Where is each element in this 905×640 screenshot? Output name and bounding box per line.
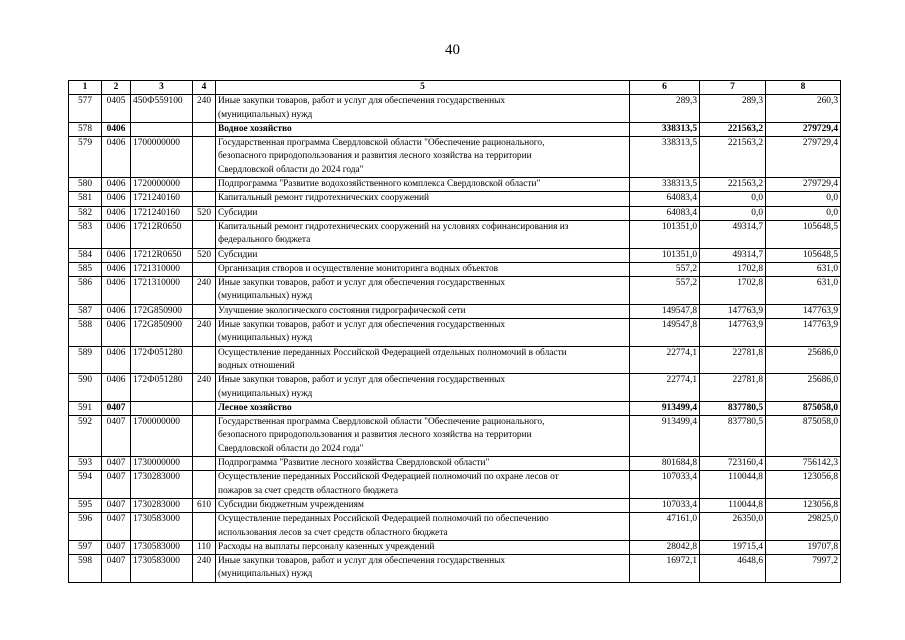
header-row xyxy=(69,81,841,95)
expense-type-cell xyxy=(193,304,216,318)
target-code-cell: 1730583000 xyxy=(131,555,193,583)
amount-col7-cell: 22781,8 xyxy=(700,374,766,402)
item-name-line: (муниципальных) нужд xyxy=(218,388,313,399)
item-name-cell xyxy=(216,178,630,192)
table-row xyxy=(69,262,841,276)
target-code-cell: 17212R0650 xyxy=(131,220,193,248)
section-code-cell: 0406 xyxy=(102,137,131,178)
section-code-cell: 0406 xyxy=(102,304,131,318)
amount-col8-cell: 147763,9 xyxy=(766,319,841,347)
row-number-cell: 593 xyxy=(69,457,102,471)
target-code-cell: 1730000000 xyxy=(131,457,193,471)
target-code-cell: 1730583000 xyxy=(131,513,193,541)
row-number-cell: 585 xyxy=(69,262,102,276)
table-row xyxy=(69,513,841,541)
amount-col7-cell: 147763,9 xyxy=(700,319,766,347)
item-name-line: Иные закупки товаров, работ и услуг для обеспечения государственных xyxy=(218,375,506,386)
amount-col7-cell: 221563,2 xyxy=(700,122,766,136)
amount-col7-cell: 4648,6 xyxy=(700,555,766,583)
section-code-cell: 0406 xyxy=(102,248,131,262)
amount-col7-cell: 837780,5 xyxy=(700,416,766,457)
table-row xyxy=(69,471,841,499)
item-name-line: водных отношений xyxy=(218,360,295,371)
table-row xyxy=(69,122,841,136)
item-name-line: Капитальный ремонт гидротехнических сооружений на условиях софинансирования из xyxy=(218,221,569,232)
row-number-cell: 597 xyxy=(69,540,102,554)
amount-col8-cell: 0,0 xyxy=(766,206,841,220)
target-code-cell xyxy=(131,401,193,415)
table-row xyxy=(69,416,841,457)
expense-type-cell: 240 xyxy=(193,374,216,402)
amount-col8-cell: 279729,4 xyxy=(766,178,841,192)
amount-col8-cell: 147763,9 xyxy=(766,304,841,318)
amount-col7-cell: 22781,8 xyxy=(700,346,766,374)
item-name-line: Субсидии xyxy=(218,207,258,218)
table-row xyxy=(69,498,841,512)
amount-col7-cell: 0,0 xyxy=(700,206,766,220)
column-header-3: 3 xyxy=(131,81,193,95)
row-number-cell: 590 xyxy=(69,374,102,402)
amount-col6-cell: 22774,1 xyxy=(630,346,700,374)
item-name-line: (муниципальных) нужд xyxy=(218,291,313,302)
expense-type-cell xyxy=(193,262,216,276)
row-number-cell: 580 xyxy=(69,178,102,192)
expense-type-cell xyxy=(193,137,216,178)
table-row xyxy=(69,206,841,220)
row-number-cell: 579 xyxy=(69,137,102,178)
item-name-line: безопасного природопользования и развития лесного хозяйства на территории xyxy=(218,430,532,441)
amount-col6-cell: 47161,0 xyxy=(630,513,700,541)
amount-col6-cell: 64083,4 xyxy=(630,192,700,206)
table-row xyxy=(69,346,841,374)
target-code-cell: 1720000000 xyxy=(131,178,193,192)
expense-type-cell: 520 xyxy=(193,206,216,220)
item-name-cell xyxy=(216,457,630,471)
item-name-line: Организация створов и осуществление мониторинга водных объектов xyxy=(218,263,499,274)
target-code-cell: 172G850900 xyxy=(131,304,193,318)
item-name-line: Лесное хозяйство xyxy=(218,402,292,413)
target-code-cell: 1730583000 xyxy=(131,540,193,554)
amount-col8-cell: 123056,8 xyxy=(766,498,841,512)
row-number-cell: 577 xyxy=(69,95,102,123)
item-name-cell xyxy=(216,555,630,583)
item-name-line: Подпрограмма "Развитие водохозяйственного комплекса Свердловской области" xyxy=(218,179,541,190)
row-number-cell: 587 xyxy=(69,304,102,318)
target-code-cell: 172Ф051280 xyxy=(131,346,193,374)
section-code-cell: 0406 xyxy=(102,192,131,206)
amount-col8-cell: 875058,0 xyxy=(766,416,841,457)
amount-col7-cell: 19715,4 xyxy=(700,540,766,554)
item-name-line: Государственная программа Свердловской области "Обеспечение рационального, xyxy=(218,417,545,428)
item-name-cell xyxy=(216,262,630,276)
row-number-cell: 588 xyxy=(69,319,102,347)
expense-type-cell: 610 xyxy=(193,498,216,512)
table-row xyxy=(69,95,841,123)
item-name-cell xyxy=(216,206,630,220)
item-name-cell xyxy=(216,374,630,402)
item-name-line: Улучшение экологического состояния гидрографической сети xyxy=(218,305,466,316)
section-code-cell: 0405 xyxy=(102,95,131,123)
section-code-cell: 0407 xyxy=(102,513,131,541)
section-code-cell: 0407 xyxy=(102,416,131,457)
section-code-cell: 0406 xyxy=(102,178,131,192)
item-name-cell xyxy=(216,416,630,457)
item-name-line: Капитальный ремонт гидротехнических сооружений xyxy=(218,193,430,204)
amount-col8-cell: 0,0 xyxy=(766,192,841,206)
item-name-line: безопасного природопользования и развития лесного хозяйства на территории xyxy=(218,151,532,162)
item-name-cell xyxy=(216,220,630,248)
amount-col6-cell: 16972,1 xyxy=(630,555,700,583)
column-header-1: 1 xyxy=(69,81,102,95)
expense-type-cell: 240 xyxy=(193,319,216,347)
amount-col8-cell: 279729,4 xyxy=(766,137,841,178)
item-name-line: федерального бюджета xyxy=(218,235,311,246)
expense-type-cell: 240 xyxy=(193,95,216,123)
item-name-line: Подпрограмма "Развитие лесного хозяйства Свердловской области" xyxy=(218,458,490,469)
row-number-cell: 583 xyxy=(69,220,102,248)
target-code-cell: 450Ф559100 xyxy=(131,95,193,123)
item-name-cell xyxy=(216,498,630,512)
column-header-5: 5 xyxy=(216,81,630,95)
section-code-cell: 0407 xyxy=(102,555,131,583)
expense-type-cell xyxy=(193,178,216,192)
section-code-cell: 0406 xyxy=(102,277,131,305)
expense-type-cell xyxy=(193,513,216,541)
item-name-cell xyxy=(216,401,630,415)
amount-col8-cell: 25686,0 xyxy=(766,346,841,374)
column-header-4: 4 xyxy=(193,81,216,95)
column-header-8: 8 xyxy=(766,81,841,95)
expense-type-cell xyxy=(193,192,216,206)
section-code-cell: 0406 xyxy=(102,220,131,248)
amount-col7-cell: 1702,8 xyxy=(700,262,766,276)
target-code-cell: 1700000000 xyxy=(131,137,193,178)
table-row xyxy=(69,277,841,305)
amount-col7-cell: 49314,7 xyxy=(700,248,766,262)
amount-col6-cell: 338313,5 xyxy=(630,122,700,136)
amount-col7-cell: 289,3 xyxy=(700,95,766,123)
amount-col7-cell: 1702,8 xyxy=(700,277,766,305)
section-code-cell: 0406 xyxy=(102,206,131,220)
table-row xyxy=(69,457,841,471)
amount-col7-cell: 221563,2 xyxy=(700,178,766,192)
item-name-cell xyxy=(216,277,630,305)
amount-col6-cell: 149547,8 xyxy=(630,304,700,318)
row-number-cell: 592 xyxy=(69,416,102,457)
item-name-line: Осуществление переданных Российской Федерацией полномочий по обеспечению xyxy=(218,514,549,525)
item-name-line: Расходы на выплаты персоналу казенных учреждений xyxy=(218,541,435,552)
row-number-cell: 596 xyxy=(69,513,102,541)
row-number-cell: 594 xyxy=(69,471,102,499)
amount-col6-cell: 289,3 xyxy=(630,95,700,123)
item-name-cell xyxy=(216,540,630,554)
amount-col8-cell: 631,0 xyxy=(766,262,841,276)
amount-col6-cell: 107033,4 xyxy=(630,498,700,512)
section-code-cell: 0406 xyxy=(102,262,131,276)
amount-col6-cell: 22774,1 xyxy=(630,374,700,402)
amount-col8-cell: 123056,8 xyxy=(766,471,841,499)
target-code-cell: 1730283000 xyxy=(131,498,193,512)
amount-col8-cell: 105648,5 xyxy=(766,220,841,248)
amount-col6-cell: 107033,4 xyxy=(630,471,700,499)
item-name-cell xyxy=(216,513,630,541)
amount-col7-cell: 49314,7 xyxy=(700,220,766,248)
item-name-line: Государственная программа Свердловской области "Обеспечение рационального, xyxy=(218,138,545,149)
budget-table xyxy=(68,80,841,583)
amount-col8-cell: 875058,0 xyxy=(766,401,841,415)
section-code-cell: 0406 xyxy=(102,346,131,374)
amount-col6-cell: 101351,0 xyxy=(630,220,700,248)
amount-col8-cell: 25686,0 xyxy=(766,374,841,402)
target-code-cell: 172G850900 xyxy=(131,319,193,347)
amount-col6-cell: 913499,4 xyxy=(630,401,700,415)
expense-type-cell xyxy=(193,401,216,415)
item-name-cell xyxy=(216,137,630,178)
expense-type-cell: 240 xyxy=(193,555,216,583)
target-code-cell: 1721310000 xyxy=(131,262,193,276)
item-name-cell xyxy=(216,192,630,206)
amount-col6-cell: 557,2 xyxy=(630,277,700,305)
amount-col6-cell: 913499,4 xyxy=(630,416,700,457)
expense-type-cell xyxy=(193,346,216,374)
row-number-cell: 591 xyxy=(69,401,102,415)
column-header-7: 7 xyxy=(700,81,766,95)
section-code-cell: 0406 xyxy=(102,122,131,136)
amount-col7-cell: 110044,8 xyxy=(700,471,766,499)
expense-type-cell xyxy=(193,471,216,499)
item-name-line: использования лесов за счет средств областного бюджета xyxy=(218,527,448,538)
item-name-line: Осуществление переданных Российской Федерацией отдельных полномочий в области xyxy=(218,347,567,358)
item-name-line: пожаров за счет средств областного бюджета xyxy=(218,485,399,496)
amount-col6-cell: 101351,0 xyxy=(630,248,700,262)
row-number-cell: 586 xyxy=(69,277,102,305)
item-name-line: Иные закупки товаров, работ и услуг для обеспечения государственных xyxy=(218,96,506,107)
amount-col6-cell: 64083,4 xyxy=(630,206,700,220)
row-number-cell: 581 xyxy=(69,192,102,206)
amount-col8-cell: 756142,3 xyxy=(766,457,841,471)
item-name-cell xyxy=(216,95,630,123)
target-code-cell: 172Ф051280 xyxy=(131,374,193,402)
expense-type-cell xyxy=(193,220,216,248)
amount-col8-cell: 279729,4 xyxy=(766,122,841,136)
table-body xyxy=(69,95,841,582)
item-name-cell xyxy=(216,248,630,262)
expense-type-cell: 110 xyxy=(193,540,216,554)
table-row xyxy=(69,401,841,415)
amount-col7-cell: 0,0 xyxy=(700,192,766,206)
row-number-cell: 582 xyxy=(69,206,102,220)
target-code-cell: 1721310000 xyxy=(131,277,193,305)
section-code-cell: 0407 xyxy=(102,540,131,554)
column-header-6: 6 xyxy=(630,81,700,95)
table-row xyxy=(69,540,841,554)
section-code-cell: 0406 xyxy=(102,319,131,347)
target-code-cell: 1721240160 xyxy=(131,192,193,206)
amount-col8-cell: 7997,2 xyxy=(766,555,841,583)
item-name-line: (муниципальных) нужд xyxy=(218,333,313,344)
section-code-cell: 0407 xyxy=(102,471,131,499)
expense-type-cell xyxy=(193,457,216,471)
amount-col7-cell: 110044,8 xyxy=(700,498,766,512)
amount-col7-cell: 147763,9 xyxy=(700,304,766,318)
table-row xyxy=(69,137,841,178)
target-code-cell: 17212R0650 xyxy=(131,248,193,262)
table-row xyxy=(69,178,841,192)
item-name-line: (муниципальных) нужд xyxy=(218,569,313,580)
amount-col8-cell: 19707,8 xyxy=(766,540,841,554)
amount-col7-cell: 723160,4 xyxy=(700,457,766,471)
item-name-line: Субсидии xyxy=(218,249,258,260)
row-number-cell: 589 xyxy=(69,346,102,374)
amount-col7-cell: 221563,2 xyxy=(700,137,766,178)
item-name-line: Свердловской области до 2024 года" xyxy=(218,164,364,175)
amount-col8-cell: 105648,5 xyxy=(766,248,841,262)
item-name-line: Осуществление переданных Российской Федерацией полномочий по охране лесов от xyxy=(218,472,559,483)
row-number-cell: 584 xyxy=(69,248,102,262)
target-code-cell xyxy=(131,122,193,136)
item-name-line: Субсидии бюджетным учреждениям xyxy=(218,499,364,510)
target-code-cell: 1700000000 xyxy=(131,416,193,457)
section-code-cell: 0407 xyxy=(102,457,131,471)
table-row xyxy=(69,220,841,248)
table-row xyxy=(69,319,841,347)
amount-col6-cell: 801684,8 xyxy=(630,457,700,471)
column-header-2: 2 xyxy=(102,81,131,95)
expense-type-cell: 240 xyxy=(193,277,216,305)
expense-type-cell: 520 xyxy=(193,248,216,262)
item-name-cell xyxy=(216,304,630,318)
section-code-cell: 0407 xyxy=(102,401,131,415)
target-code-cell: 1721240160 xyxy=(131,206,193,220)
item-name-line: Свердловской области до 2024 года" xyxy=(218,443,364,454)
item-name-line: Водное хозяйство xyxy=(218,123,292,134)
amount-col6-cell: 28042,8 xyxy=(630,540,700,554)
item-name-line: (муниципальных) нужд xyxy=(218,109,313,120)
item-name-line: Иные закупки товаров, работ и услуг для обеспечения государственных xyxy=(218,278,506,289)
item-name-cell xyxy=(216,122,630,136)
table-row xyxy=(69,248,841,262)
expense-type-cell xyxy=(193,416,216,457)
amount-col7-cell: 26350,0 xyxy=(700,513,766,541)
amount-col8-cell: 29825,0 xyxy=(766,513,841,541)
item-name-cell xyxy=(216,319,630,347)
item-name-line: Иные закупки товаров, работ и услуг для обеспечения государственных xyxy=(218,556,506,567)
page-number: 40 xyxy=(445,42,460,58)
amount-col6-cell: 557,2 xyxy=(630,262,700,276)
row-number-cell: 595 xyxy=(69,498,102,512)
amount-col8-cell: 260,3 xyxy=(766,95,841,123)
amount-col7-cell: 837780,5 xyxy=(700,401,766,415)
section-code-cell: 0407 xyxy=(102,498,131,512)
expense-type-cell xyxy=(193,122,216,136)
amount-col6-cell: 338313,5 xyxy=(630,137,700,178)
section-code-cell: 0406 xyxy=(102,374,131,402)
amount-col6-cell: 149547,8 xyxy=(630,319,700,347)
table-row xyxy=(69,192,841,206)
row-number-cell: 598 xyxy=(69,555,102,583)
item-name-cell xyxy=(216,471,630,499)
row-number-cell: 578 xyxy=(69,122,102,136)
table-row xyxy=(69,304,841,318)
table-row xyxy=(69,555,841,583)
amount-col8-cell: 631,0 xyxy=(766,277,841,305)
table-row xyxy=(69,374,841,402)
item-name-line: Иные закупки товаров, работ и услуг для обеспечения государственных xyxy=(218,320,506,331)
amount-col6-cell: 338313,5 xyxy=(630,178,700,192)
target-code-cell: 1730283000 xyxy=(131,471,193,499)
item-name-cell xyxy=(216,346,630,374)
